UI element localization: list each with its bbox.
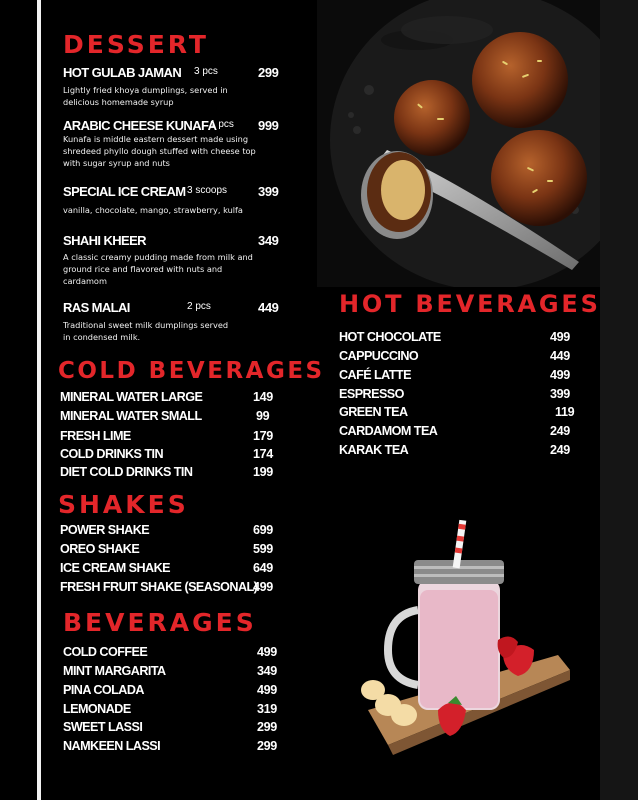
menu-row-price: 199 xyxy=(253,465,273,479)
menu-row-name: SWEET LASSI xyxy=(63,720,143,734)
menu-row-price: 649 xyxy=(253,561,273,575)
gulab-jamun-photo xyxy=(317,0,600,287)
beverages-heading: BEVERAGES xyxy=(63,608,257,637)
menu-item-name: HOT GULAB JAMAN xyxy=(63,65,182,80)
menu-item-name: SHAHI KHEER xyxy=(63,233,146,248)
menu-item-description: Lightly fried khoya dumplings, served in delicious homemade syrup xyxy=(63,85,228,107)
menu-row-price: 249 xyxy=(550,443,570,457)
menu-row-name: GREEN TEA xyxy=(339,405,408,419)
menu-item-qty: 1 pcs xyxy=(210,119,234,130)
cold-beverages-heading: COLD BEVERAGES xyxy=(58,358,325,384)
shakes-heading: SHAKES xyxy=(58,490,189,519)
menu-row-price: 449 xyxy=(550,349,570,363)
menu-row-price: 319 xyxy=(257,702,277,716)
menu-item-description: Kunafa is middle eastern dessert made using shredeed phyllo dough stuffed with cheese top with sugar syrup and nuts xyxy=(63,134,256,168)
menu-row-name: MINT MARGARITA xyxy=(63,664,166,678)
menu-row-name: FRESH LIME xyxy=(60,429,131,443)
dessert-heading: DESSERT xyxy=(63,30,209,59)
menu-row-price: 149 xyxy=(253,390,273,404)
menu-row-name: DIET COLD DRINKS TIN xyxy=(60,465,193,479)
menu-row-name: POWER SHAKE xyxy=(60,523,150,537)
right-margin-panel xyxy=(600,0,638,800)
menu-row-price: 599 xyxy=(253,542,273,556)
menu-row-name: MINERAL WATER SMALL xyxy=(60,409,202,423)
menu-item-name: RAS MALAI xyxy=(63,300,130,315)
menu-item-name: SPECIAL ICE CREAM xyxy=(63,184,186,199)
menu-row-price: 179 xyxy=(253,429,273,443)
menu-row-name: CARDAMOM TEA xyxy=(339,424,438,438)
menu-item-price: 349 xyxy=(258,233,279,248)
menu-item-name: ARABIC CHEESE KUNAFA xyxy=(63,118,217,133)
menu-item-description: vanilla, chocolate, mango, strawberry, kulfa xyxy=(63,205,243,215)
menu-row-name: FRESH FRUIT SHAKE (SEASONAL) xyxy=(60,580,258,594)
menu-row-name: NAMKEEN LASSI xyxy=(63,739,161,753)
menu-row-name: KARAK TEA xyxy=(339,443,409,457)
menu-row-price: 249 xyxy=(550,424,570,438)
menu-item-price: 999 xyxy=(258,118,279,133)
menu-row-name: COLD COFFEE xyxy=(63,645,148,659)
menu-row-price: 499 xyxy=(550,330,570,344)
menu-item-qty: 3 pcs xyxy=(194,66,218,77)
menu-row-name: HOT CHOCOLATE xyxy=(339,330,441,344)
left-margin xyxy=(0,0,37,800)
menu-row-price: 499 xyxy=(253,580,273,594)
menu-row-price: 99 xyxy=(256,409,270,423)
menu-item-price: 399 xyxy=(258,184,279,199)
menu-row-name: PINA COLADA xyxy=(63,683,144,697)
menu-row-price: 349 xyxy=(257,664,277,678)
menu-row-name: CAPPUCCINO xyxy=(339,349,419,363)
menu-row-price: 699 xyxy=(253,523,273,537)
menu-item-price: 449 xyxy=(258,300,279,315)
menu-row-name: ESPRESSO xyxy=(339,387,404,401)
menu-row-price: 299 xyxy=(257,739,277,753)
menu-item-description: A classic creamy pudding made from milk and ground rice and flavored with nuts and cardamom xyxy=(63,252,253,286)
menu-item-description: Traditional sweet milk dumplings served in condensed milk. xyxy=(63,320,229,342)
menu-row-name: MINERAL WATER LARGE xyxy=(60,390,203,404)
menu-row-price: 119 xyxy=(555,405,575,419)
menu-row-name: OREO SHAKE xyxy=(60,542,140,556)
menu-row-price: 299 xyxy=(257,720,277,734)
menu-row-name: ICE CREAM SHAKE xyxy=(60,561,171,575)
menu-row-price: 399 xyxy=(550,387,570,401)
menu-row-name: CAFÉ LATTE xyxy=(339,368,411,382)
menu-row-price: 499 xyxy=(550,368,570,382)
menu-row-name: LEMONADE xyxy=(63,702,131,716)
strawberry-shake-photo xyxy=(338,510,588,773)
menu-row-name: COLD DRINKS TIN xyxy=(60,447,163,461)
menu-item-qty: 2 pcs xyxy=(187,301,211,312)
menu-item-qty: 3 scoops xyxy=(187,185,228,196)
menu-row-price: 174 xyxy=(253,447,273,461)
menu-row-price: 499 xyxy=(257,645,277,659)
menu-item-price: 299 xyxy=(258,65,279,80)
menu-row-price: 499 xyxy=(257,683,277,697)
left-divider-line xyxy=(37,0,41,800)
hot-beverages-heading: HOT BEVERAGES xyxy=(339,290,601,318)
